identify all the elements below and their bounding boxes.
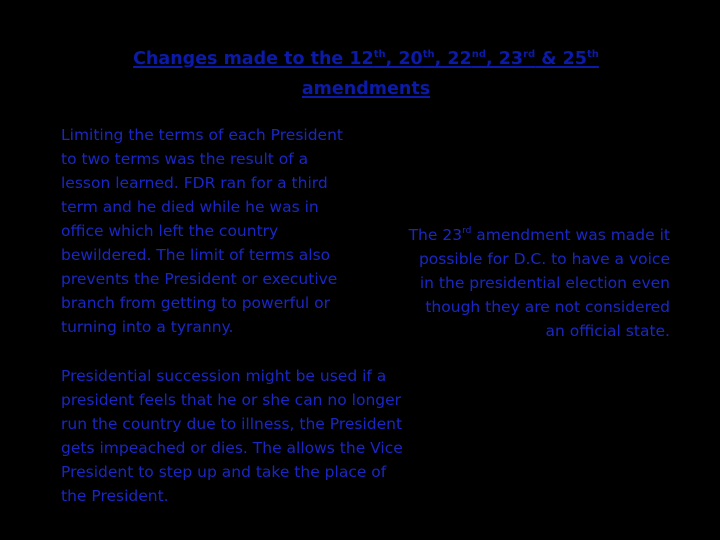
dc-text: The 23 [408, 226, 463, 244]
dc-superscript: rd [462, 226, 472, 236]
title-text: , 23 [486, 49, 524, 69]
dc-amendment-paragraph [404, 223, 670, 343]
succession-paragraph: Presidential succession might be used if a president feels that he or she can no longer run the country due to illness, the President gets impeached or dies. The allows the Vice President to step up and take the place of the President. [61, 367, 403, 505]
title-superscript: th [422, 49, 435, 60]
slide-title [96, 44, 636, 104]
title-superscript: th [587, 49, 599, 60]
title-text: , 20 [385, 49, 423, 69]
dc-text: amendment was made it possible for D.C. to have a voice in the presidential election even though they are not considered an official state. [418, 226, 670, 340]
title-text: Changes made to the 12 [133, 49, 374, 69]
term-limits-paragraph: Limiting the terms of each President to two terms was the result of a lesson learned. FDR ran for a third term and he died while he was in office which left the country bewildered. The limit of terms also prevents the President or executive branch from getting to powerful or turning into a tyranny. [61, 126, 343, 336]
title-text: , 22 [434, 49, 472, 69]
title-superscript: nd [471, 49, 486, 60]
title-superscript: th [373, 49, 386, 60]
title-text: amendments [301, 79, 431, 99]
title-superscript: rd [523, 49, 536, 60]
title-text: & 25 [535, 49, 587, 69]
